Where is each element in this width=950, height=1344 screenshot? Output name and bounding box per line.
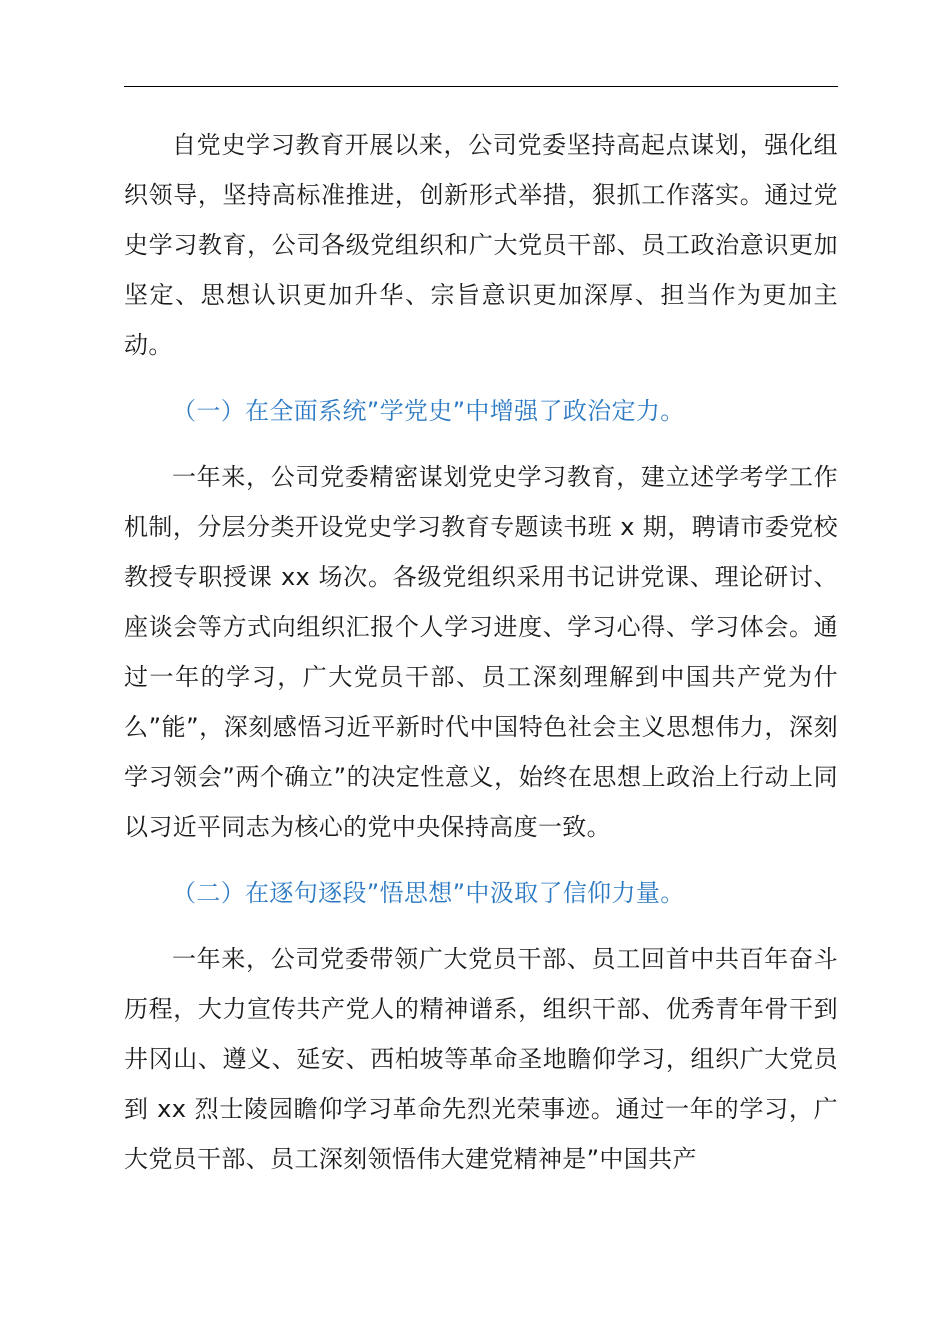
section-1-paragraph: 一年来，公司党委精密谋划党史学习教育，建立述学考学工作机制，分层分类开设党史学习教育专题读书班 x 期，聘请市委党校教授专职授课 xx 场次。各级党组织采用书记讲党课、理论研讨、座谈会等方式向组织汇报个人学习进度、学习心得、学习体会。通过一年的学习，广大党员干部、员工深刻理解到中国共产党为什么”能”，深刻感悟习近平新时代中国特色社会主义思想伟力，深刻学习领会”两个确立”的决定性意义，始终在思想上政治上行动上同以习近平同志为核心的党中央保持高度一致。 bbox=[124, 463, 838, 841]
header-rule bbox=[124, 86, 838, 87]
section-heading-2: （二）在逐句逐段”悟思想”中汲取了信仰力量。 bbox=[172, 879, 685, 907]
intro-paragraph: 自党史学习教育开展以来，公司党委坚持高起点谋划，强化组织领导，坚持高标准推进，创新形式举措，狠抓工作落实。通过党史学习教育，公司各级党组织和广大党员干部、员工政治意识更加坚定、思想认识更加升华、宗旨意识更加深厚、担当作为更加主动。 bbox=[124, 131, 838, 359]
section-heading-1: （一）在全面系统”学党史”中增强了政治定力。 bbox=[172, 397, 685, 425]
section-2-paragraph: 一年来，公司党委带领广大党员干部、员工回首中共百年奋斗历程，大力宣传共产党人的精神谱系，组织干部、优秀青年骨干到井冈山、遵义、延安、西柏坡等革命圣地瞻仰学习，组织广大党员到 xx 烈士陵园瞻仰学习革命先烈光荣事迹。通过一年的学习，广大党员干部、员工深刻领悟伟大建党精神是”中国共产 bbox=[124, 945, 838, 1173]
document-body bbox=[124, 120, 838, 1184]
